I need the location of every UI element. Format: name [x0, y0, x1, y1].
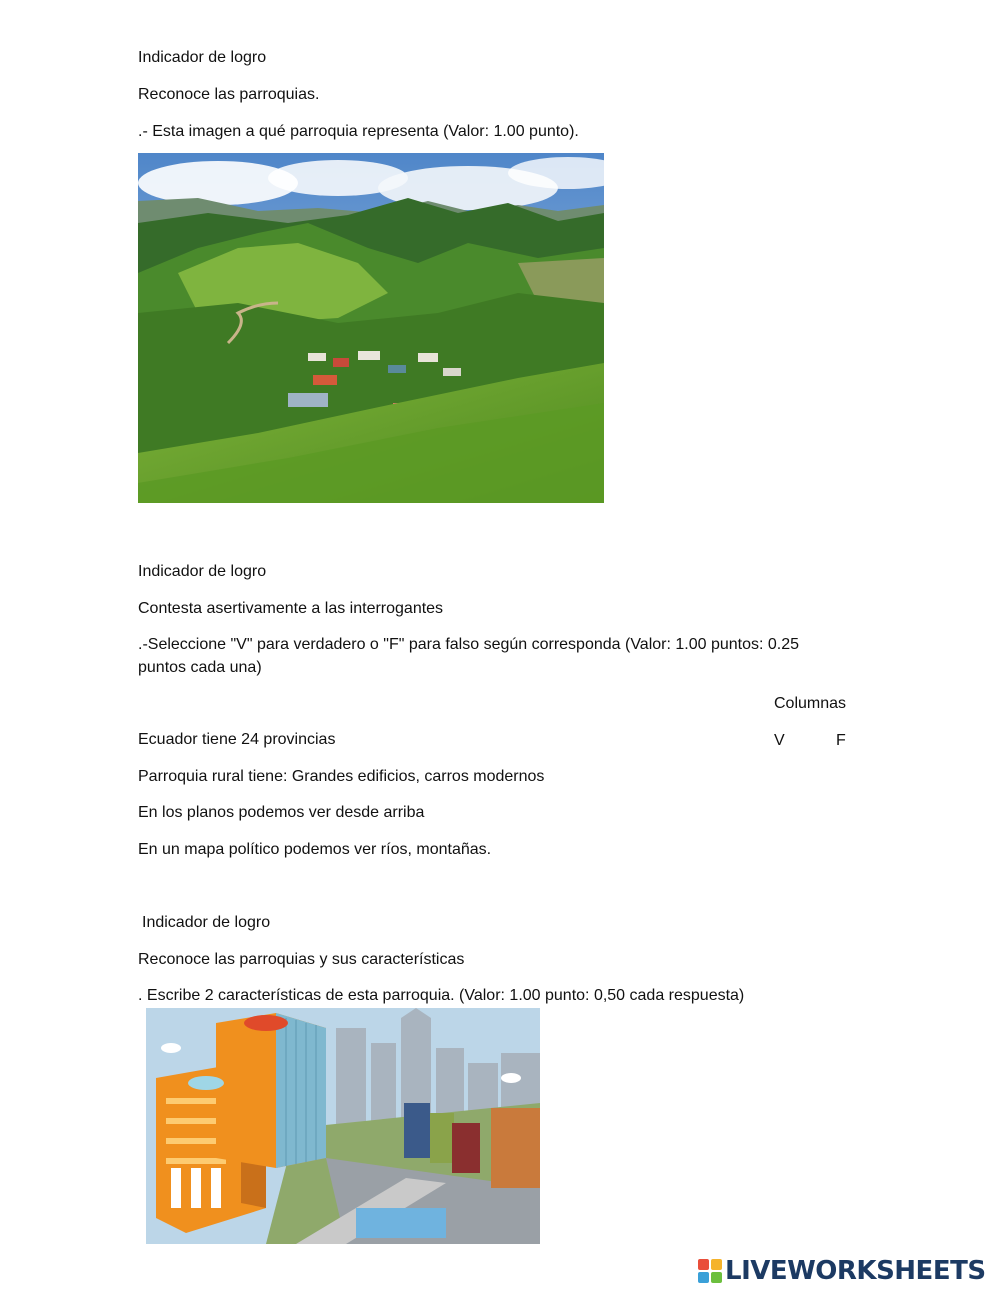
section3-subtitle: Reconoce las parroquias y sus características — [138, 951, 465, 968]
liveworksheets-logo — [698, 1256, 986, 1286]
section2-indicator: Indicador de logro — [138, 563, 267, 580]
urban-parish-illustration — [146, 1008, 540, 1244]
section1-indicator: Indicador de logro — [138, 49, 267, 66]
column-f: F — [836, 732, 846, 749]
logo-text: LIVEWORKSHEETS — [725, 1256, 986, 1286]
section3-indicator: Indicador de logro — [142, 914, 271, 931]
section2-subtitle: Contesta asertivamente a las interrogantes — [138, 600, 444, 617]
section1-subtitle: Reconoce las parroquias. — [138, 86, 320, 103]
rural-parish-photo — [138, 153, 604, 503]
statement-4: En un mapa político podemos ver ríos, montañas. — [138, 841, 492, 858]
column-v: V — [774, 732, 785, 749]
section2-question: .-Seleccione "V" para verdadero o "F" para falso según corresponda (Valor: 1.00 puntos: 0.25 puntos cada una) — [138, 636, 800, 676]
logo-icon — [698, 1259, 722, 1283]
statement-1: Ecuador tiene 24 provincias — [138, 731, 336, 748]
statement-2: Parroquia rural tiene: Grandes edificios, carros modernos — [138, 768, 545, 785]
columns-label: Columnas — [774, 695, 847, 712]
section1-question: .- Esta imagen a qué parroquia representa (Valor: 1.00 punto). — [138, 123, 579, 140]
statement-3: En los planos podemos ver desde arriba — [138, 804, 425, 821]
section3-question: . Escribe 2 características de esta parroquia. (Valor: 1.00 punto: 0,50 cada respuesta) — [138, 987, 745, 1004]
